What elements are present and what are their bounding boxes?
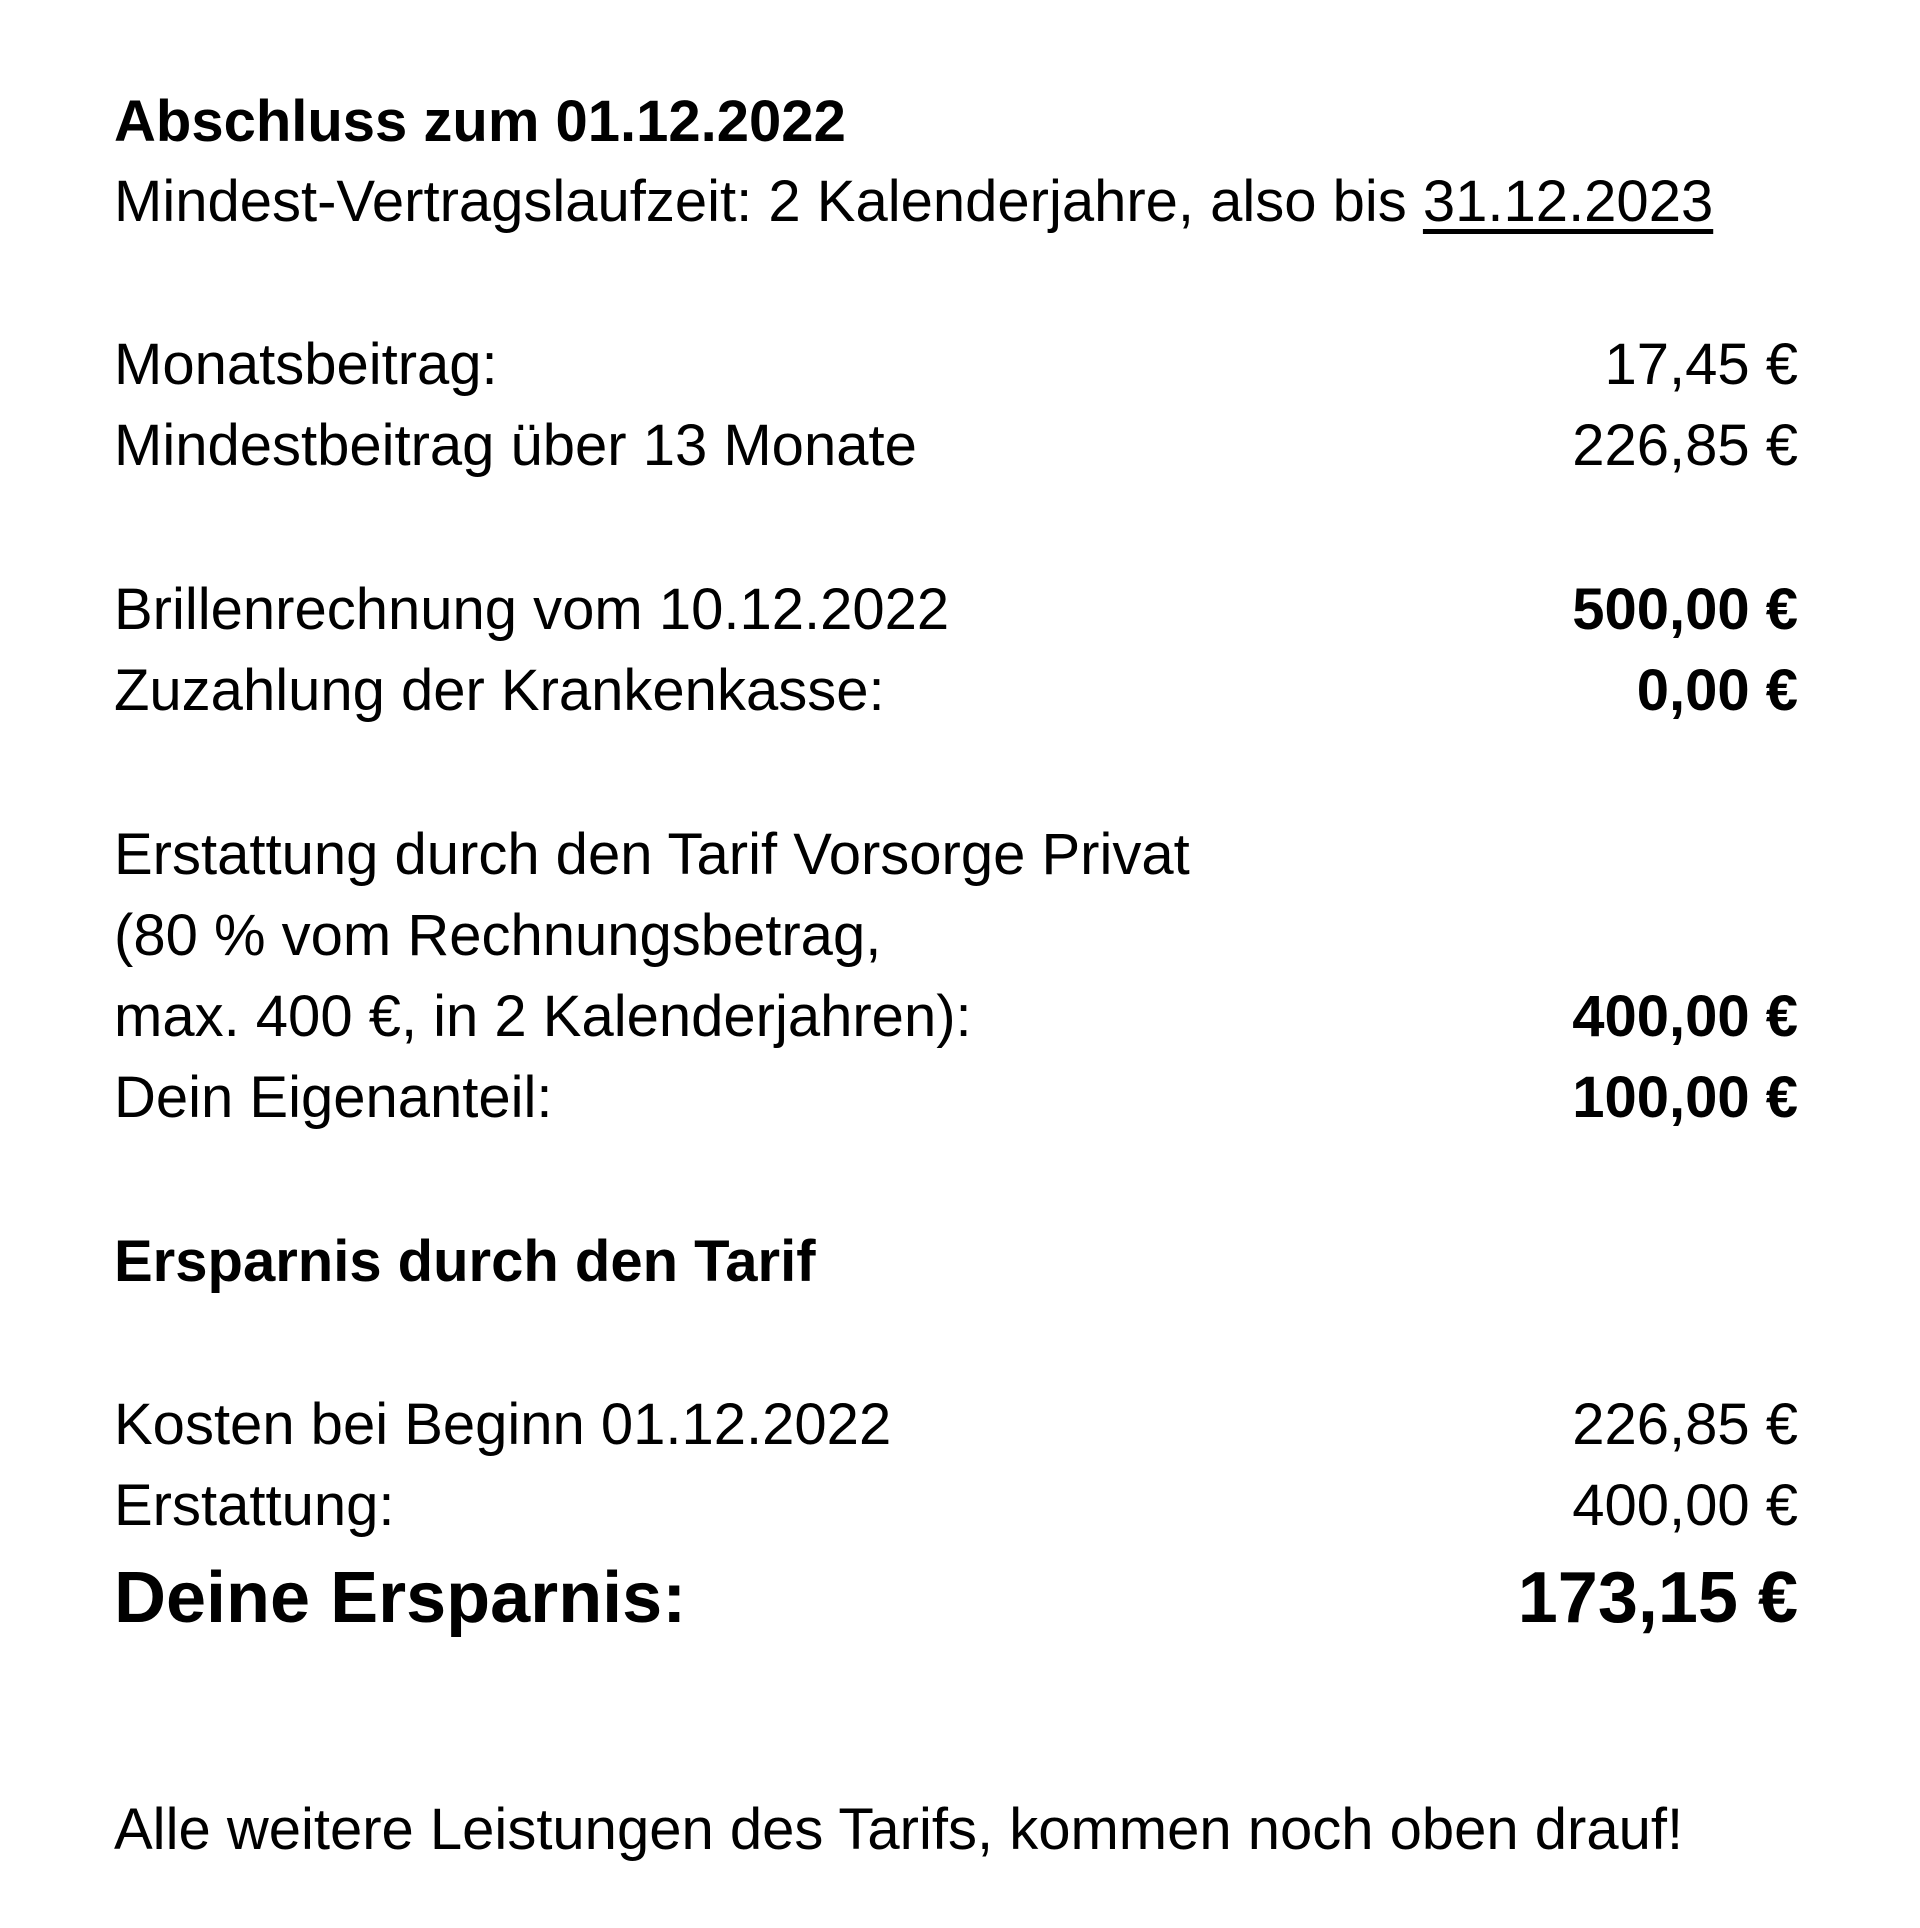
refund-value: 400,00 €: [1572, 984, 1798, 1049]
contract-end-date: 31.12.2023: [1422, 169, 1714, 234]
glasses-bill-label: Brillenrechnung vom 10.12.2022: [114, 577, 950, 642]
total-savings-value: 173,15 €: [1517, 1558, 1798, 1638]
start-cost-label: Kosten bei Beginn 01.12.2022: [114, 1392, 892, 1457]
glasses-bill-row: [114, 570, 1798, 650]
insurance-copay-value: 0,00 €: [1636, 658, 1798, 723]
own-share-label: Dein Eigenanteil:: [114, 1065, 553, 1130]
insurance-copay-label: Zuzahlung der Krankenkasse:: [114, 658, 885, 723]
footer-note: Alle weitere Leistungen des Tarifs, kommen noch oben drauf!: [114, 1797, 1684, 1862]
monthly-fee-row: [114, 325, 1798, 405]
document-title: Abschluss zum 01.12.2022: [114, 89, 846, 154]
refund-description-line-1: Erstattung durch den Tarif Vorsorge Privat: [114, 822, 1190, 887]
minimum-fee-row: [114, 406, 1798, 486]
refund-row: [114, 977, 1798, 1057]
refund-description-line-3: max. 400 €, in 2 Kalenderjahren):: [114, 984, 972, 1049]
savings-refund-row: [114, 1466, 1798, 1546]
savings-refund-value: 400,00 €: [1572, 1473, 1798, 1538]
own-share-row: [114, 1058, 1798, 1138]
savings-refund-label: Erstattung:: [114, 1473, 395, 1538]
refund-description-line-2: (80 % vom Rechnungsbetrag,: [114, 903, 882, 968]
start-cost-row: [114, 1385, 1798, 1465]
total-savings-row: [114, 1550, 1798, 1646]
minimum-fee-value: 226,85 €: [1572, 413, 1798, 478]
monthly-fee-label: Monatsbeitrag:: [114, 332, 498, 397]
contract-term-line: [114, 162, 1798, 242]
savings-heading: Ersparnis durch den Tarif: [114, 1229, 816, 1294]
insurance-copay-row: [114, 651, 1798, 731]
monthly-fee-value: 17,45 €: [1604, 332, 1798, 397]
contract-term-text: Mindest-Vertragslaufzeit: 2 Kalenderjahre, also bis: [114, 169, 1423, 234]
minimum-fee-label: Mindestbeitrag über 13 Monate: [114, 413, 917, 478]
glasses-bill-value: 500,00 €: [1572, 577, 1798, 642]
total-savings-label: Deine Ersparnis:: [114, 1558, 687, 1638]
own-share-value: 100,00 €: [1572, 1065, 1798, 1130]
start-cost-value: 226,85 €: [1572, 1392, 1798, 1457]
